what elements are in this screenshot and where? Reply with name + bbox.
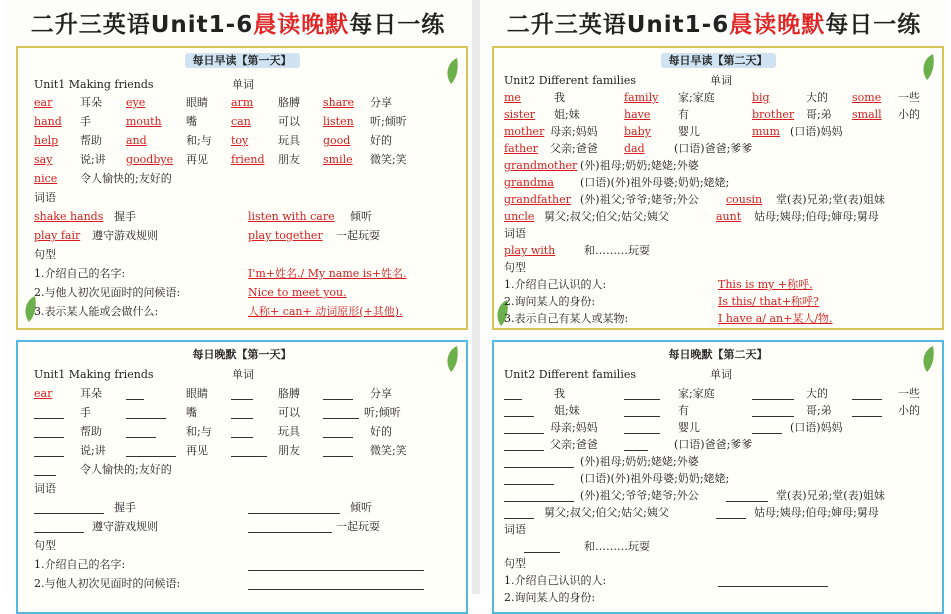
answer-blank[interactable]: [504, 399, 522, 400]
sentence-prompt: 3.表示自己有某人或某物:: [504, 312, 629, 325]
vocab-word: mouth: [126, 115, 162, 128]
phrase-meaning: 和………玩耍: [584, 540, 650, 553]
sentence-prompt: 2.与他人初次见面时的问候语:: [34, 286, 181, 299]
vocab-word: grandma: [504, 176, 554, 189]
phrase: shake hands: [34, 210, 104, 223]
vocab-meaning: (外)祖母;奶奶;姥姥;外婆: [580, 159, 699, 172]
vocab-meaning: 小的: [898, 108, 920, 121]
sentence-answer: Nice to meet you.: [248, 286, 347, 299]
vocab-meaning: 胳膊: [278, 387, 300, 400]
vocab-meaning: 再见: [186, 153, 208, 166]
phrase-meaning: 一起玩耍: [336, 229, 380, 242]
vocab-meaning: (外)祖父;爷爷;姥爷;外公: [580, 489, 699, 502]
vocab-meaning: 可以: [278, 406, 300, 419]
sentence-answer: This is my +称呼.: [718, 278, 813, 291]
sentence-prompt: 1.介绍自己认识的人:: [504, 278, 607, 291]
section-header: 每日晚默【第一天】: [192, 348, 292, 361]
answer-blank[interactable]: [504, 484, 554, 485]
answer-blank[interactable]: [323, 437, 353, 438]
vocab-word: uncle: [504, 210, 535, 223]
sentence-prompt: 1.介绍自己认识的人:: [504, 574, 607, 587]
answer-blank[interactable]: [726, 501, 768, 502]
answer-blank[interactable]: [624, 416, 660, 417]
worksheet-page-day1: [4, 0, 472, 594]
answer-blank[interactable]: [524, 552, 560, 553]
phrase: play with: [504, 244, 556, 257]
phrases-label: 词语: [34, 482, 56, 495]
unit-title: Unit1 Making friends: [34, 78, 154, 91]
vocab-meaning: 帮助: [80, 134, 102, 147]
vocab-meaning: 说;讲: [80, 153, 106, 166]
vocab-word: friend: [231, 153, 265, 166]
vocab-meaning: 手: [80, 115, 91, 128]
phrase-meaning: 倾听: [350, 210, 372, 223]
answer-blank[interactable]: [323, 399, 353, 400]
unit-title: Unit2 Different families: [504, 368, 636, 381]
vocab-meaning: 婴儿: [678, 125, 700, 138]
sentence-prompt: 1.介绍自己的名字:: [34, 558, 126, 571]
vocab-meaning: 父亲;爸爸: [550, 438, 598, 451]
vocab-word: family: [624, 91, 659, 104]
answer-blank[interactable]: [34, 456, 64, 457]
vocab-word: sister: [504, 108, 535, 121]
vocab-word: help: [34, 134, 59, 147]
section-header: 每日晚默【第二天】: [668, 348, 768, 361]
answer-blank[interactable]: [504, 467, 574, 468]
answer-blank[interactable]: [34, 437, 64, 438]
vocab-word: father: [504, 142, 538, 155]
vocab-meaning: 母亲;妈妈: [550, 125, 598, 138]
answer-blank[interactable]: [716, 518, 746, 519]
sentence-prompt: 1.介绍自己的名字:: [34, 267, 126, 280]
sentence-answer: I have a/ an+某人/物.: [718, 312, 833, 325]
vocab-meaning: 手: [80, 406, 91, 419]
vocab-meaning: (口语)妈妈: [790, 421, 843, 434]
phrase-meaning: 遵守游戏规则: [92, 520, 158, 533]
vocab-word: good: [323, 134, 351, 147]
answer-blank[interactable]: [504, 501, 574, 502]
vocab-meaning: 堂(表)兄弟;堂(表)姐妹: [776, 489, 885, 502]
vocab-meaning: (口语)(外)祖外母婆;奶奶;姥姥;: [580, 176, 730, 189]
vocab-meaning: 大的: [806, 91, 828, 104]
vocab-meaning: 哥;弟: [806, 108, 832, 121]
vocab-meaning: 帮助: [80, 425, 102, 438]
vocab-meaning: 朋友: [278, 444, 300, 457]
vocab-meaning: 堂(表)兄弟;堂(表)姐妹: [776, 193, 885, 206]
sentences-label: 句型: [504, 557, 526, 570]
vocab-meaning: 再见: [186, 444, 208, 457]
vocab-word: big: [752, 91, 770, 104]
vocab-meaning: 有: [678, 108, 689, 121]
evening-dictation-box: [492, 340, 944, 614]
answer-blank[interactable]: [248, 589, 424, 590]
answer-blank[interactable]: [231, 456, 267, 457]
phrase-meaning: 握手: [114, 210, 136, 223]
phrases-label: 词语: [504, 227, 526, 240]
vocab-word: goodbye: [126, 153, 174, 166]
vocab-meaning: 舅父;叔父;伯父;姑父;姨父: [544, 210, 669, 223]
page-title: 二升三英语Unit1-6晨读晚默每日一练: [30, 12, 446, 38]
leaf-icon: [442, 56, 460, 86]
vocab-word: some: [852, 91, 882, 104]
sentence-prompt: 2.与他人初次见面时的问候语:: [34, 577, 181, 590]
vocab-meaning: 有: [678, 404, 689, 417]
answer-blank[interactable]: [752, 416, 794, 417]
answer-blank[interactable]: [504, 450, 544, 451]
vocab-meaning: 朋友: [278, 153, 300, 166]
phrases-label: 词语: [34, 191, 56, 204]
vocab-meaning: 眼睛: [186, 96, 208, 109]
answer-blank[interactable]: [126, 418, 166, 419]
vocab-meaning: 嘴: [186, 406, 197, 419]
evening-dictation-box: [16, 340, 468, 614]
answer-blank[interactable]: [852, 416, 882, 417]
leaf-icon: [918, 52, 936, 82]
vocab-word: say: [34, 153, 53, 166]
answer-blank[interactable]: [126, 399, 144, 400]
sentence-answer: 人称+ can+ 动词原形(+其他).: [248, 305, 403, 318]
vocab-meaning: 和;与: [186, 425, 212, 438]
vocab-meaning: 玩具: [278, 134, 300, 147]
vocab-meaning: 令人愉快的;友好的: [80, 172, 172, 185]
page-title: 二升三英语Unit1-6晨读晚默每日一练: [506, 12, 922, 38]
vocab-meaning: (外)祖父;爷爷;姥爷;外公: [580, 193, 699, 206]
vocab-meaning: 耳朵: [80, 96, 102, 109]
morning-reading-box: [492, 46, 944, 330]
vocab-word: share: [323, 96, 355, 109]
answer-blank[interactable]: [624, 433, 660, 434]
vocab-word: aunt: [716, 210, 742, 223]
words-label: 单词: [232, 368, 254, 381]
vocab-meaning: 我: [554, 387, 565, 400]
vocab-meaning: 说;讲: [80, 444, 106, 457]
answer-blank[interactable]: [248, 570, 424, 571]
words-label: 单词: [232, 78, 254, 91]
vocab-meaning: (口语)妈妈: [790, 125, 843, 138]
section-header: 每日早读【第一天】: [185, 53, 300, 68]
vocab-meaning: (口语)爸爸;爹爹: [674, 142, 753, 155]
answer-blank[interactable]: [504, 433, 544, 434]
sentence-prompt: 2.询问某人的身份:: [504, 591, 596, 604]
vocab-meaning: 我: [554, 91, 565, 104]
vocab-meaning: 听;倾听: [370, 115, 407, 128]
vocab-meaning: 微笑;笑: [370, 444, 407, 457]
vocab-meaning: 微笑;笑: [370, 153, 407, 166]
words-label: 单词: [710, 368, 732, 381]
phrase-meaning: 倾听: [350, 501, 372, 514]
vocab-meaning: 婴儿: [678, 421, 700, 434]
vocab-word: grandfather: [504, 193, 571, 206]
vocab-meaning: 玩具: [278, 425, 300, 438]
vocab-meaning: 一些: [898, 387, 920, 400]
answer-blank[interactable]: [323, 456, 353, 457]
answer-blank[interactable]: [126, 456, 176, 457]
vocab-word: ear: [34, 96, 53, 109]
vocab-meaning: 姐;妹: [554, 108, 580, 121]
answer-blank[interactable]: [34, 513, 104, 514]
answer-blank[interactable]: [718, 586, 828, 587]
vocab-meaning: 舅父;叔父;伯父;姑父;姨父: [544, 506, 669, 519]
vocab-meaning: 姑母;姨母;伯母;婶母;舅母: [754, 506, 879, 519]
leaf-icon: [918, 344, 936, 374]
vocab-meaning: 令人愉快的;友好的: [80, 463, 172, 476]
answer-blank[interactable]: [34, 475, 56, 476]
sentence-answer: I'm+姓名./ My name is+姓名.: [248, 267, 407, 280]
vocab-word: brother: [752, 108, 795, 121]
vocab-word: toy: [231, 134, 249, 147]
phrases-label: 词语: [504, 523, 526, 536]
vocab-word: hand: [34, 115, 62, 128]
vocab-word: eye: [126, 96, 146, 109]
vocab-meaning: 耳朵: [80, 387, 102, 400]
vocab-meaning: 好的: [370, 134, 392, 147]
answer-blank[interactable]: [752, 399, 794, 400]
vocab-word: ear: [34, 387, 53, 400]
answer-blank[interactable]: [231, 437, 253, 438]
phrase-meaning: 遵守游戏规则: [92, 229, 158, 242]
answer-blank[interactable]: [248, 532, 332, 533]
sentences-label: 句型: [34, 539, 56, 552]
answer-blank[interactable]: [504, 518, 534, 519]
unit-title: Unit1 Making friends: [34, 368, 154, 381]
vocab-meaning: 家;家庭: [678, 91, 715, 104]
vocab-meaning: 小的: [898, 404, 920, 417]
answer-blank[interactable]: [323, 418, 359, 419]
vocab-meaning: 和;与: [186, 134, 212, 147]
vocab-meaning: 父亲;爸爸: [550, 142, 598, 155]
vocab-word: arm: [231, 96, 254, 109]
answer-blank[interactable]: [34, 532, 84, 533]
vocab-meaning: (口语)爸爸;爹爹: [674, 438, 753, 451]
vocab-meaning: 哥;弟: [806, 404, 832, 417]
words-label: 单词: [710, 74, 732, 87]
vocab-meaning: 可以: [278, 115, 300, 128]
answer-blank[interactable]: [231, 418, 253, 419]
vocab-meaning: 母亲;妈妈: [550, 421, 598, 434]
answer-blank[interactable]: [34, 418, 64, 419]
leaf-icon: [442, 344, 460, 374]
vocab-meaning: (口语)(外)祖外母婆;奶奶;姥姥;: [580, 472, 730, 485]
phrase: play fair: [34, 229, 81, 242]
vocab-word: can: [231, 115, 251, 128]
answer-blank[interactable]: [752, 433, 782, 434]
answer-blank[interactable]: [248, 513, 340, 514]
worksheet-page-day2: [480, 0, 948, 604]
vocab-word: me: [504, 91, 521, 104]
vocab-word: listen: [323, 115, 354, 128]
vocab-word: mother: [504, 125, 545, 138]
vocab-meaning: 胳膊: [278, 96, 300, 109]
answer-blank[interactable]: [504, 416, 534, 417]
vocab-word: and: [126, 134, 147, 147]
answer-blank[interactable]: [852, 399, 882, 400]
vocab-meaning: 好的: [370, 425, 392, 438]
vocab-word: have: [624, 108, 651, 121]
vocab-word: cousin: [726, 193, 763, 206]
vocab-word: smile: [323, 153, 353, 166]
section-header: 每日早读【第二天】: [661, 53, 776, 68]
vocab-meaning: (外)祖母;奶奶;姥姥;外婆: [580, 455, 699, 468]
vocab-word: small: [852, 108, 882, 121]
phrase: play together: [248, 229, 323, 242]
vocab-word: dad: [624, 142, 645, 155]
vocab-meaning: 姑母;姨母;伯母;婶母;舅母: [754, 210, 879, 223]
sentences-label: 句型: [34, 248, 56, 261]
morning-reading-box: [16, 46, 468, 330]
sentence-answer: Is this/ that+称呼?: [718, 295, 819, 308]
vocab-word: nice: [34, 172, 58, 185]
vocab-word: grandmother: [504, 159, 578, 172]
answer-blank[interactable]: [126, 437, 156, 438]
phrase-meaning: 和………玩耍: [584, 244, 650, 257]
vocab-meaning: 嘴: [186, 115, 197, 128]
vocab-word: baby: [624, 125, 651, 138]
unit-title: Unit2 Different families: [504, 74, 636, 87]
vocab-meaning: 大的: [806, 387, 828, 400]
phrase-meaning: 握手: [114, 501, 136, 514]
vocab-meaning: 听;倾听: [364, 406, 401, 419]
vocab-meaning: 眼睛: [186, 387, 208, 400]
vocab-meaning: 分享: [370, 387, 392, 400]
sentence-prompt: 3.表示某人能或会做什么:: [34, 305, 159, 318]
vocab-meaning: 家;家庭: [678, 387, 715, 400]
sentences-label: 句型: [504, 261, 526, 274]
vocab-meaning: 姐;妹: [554, 404, 580, 417]
sentence-prompt: 2.询问某人的身份:: [504, 295, 596, 308]
phrase: listen with care: [248, 210, 335, 223]
vocab-meaning: 一些: [898, 91, 920, 104]
answer-blank[interactable]: [624, 399, 660, 400]
answer-blank[interactable]: [624, 450, 648, 451]
vocab-meaning: 分享: [370, 96, 392, 109]
vocab-word: mum: [752, 125, 780, 138]
page-gutter: [472, 0, 480, 594]
answer-blank[interactable]: [231, 399, 253, 400]
phrase-meaning: 一起玩耍: [336, 520, 380, 533]
